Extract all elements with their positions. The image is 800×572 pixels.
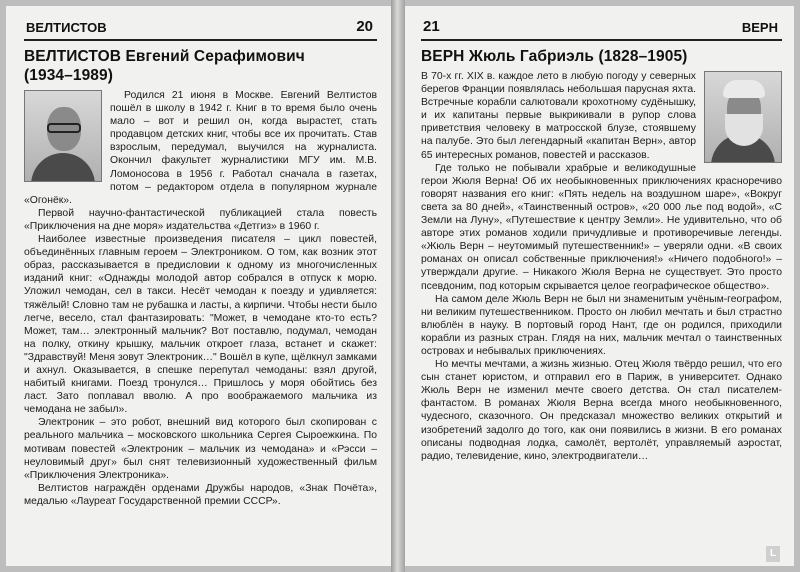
portrait-hair [723,80,765,98]
right-page [405,6,794,566]
left-header-rule [24,39,377,41]
veltistov-portrait [24,90,102,182]
right-article-heading: ВЕРН Жюль Габриэль (1828–1905) [421,48,688,65]
right-paragraph: На самом деле Жюль Верн не был ни знаменитым учёным-географом, ни великим путешественником. Просто он любил мечтать и был страстно влюблён в науку. В портовый город Нант, где он родился, приходили корабли из разных стран. Глядя на них, мальчик мечтал о таинственных островах и небывалых приключениях. [421,293,782,357]
watermark-logo: L [766,546,780,562]
right-running-header [421,14,782,39]
right-paragraph: Где только не побывали храбрые и великодушные герои Жюля Верна! Об их необыкновенных приключениях красноречиво говорят названия его книг: «Пять недель на воздушном шаре», «Вокруг света за 80 дней», «Таинственный остров», «20 000 лье под водой», «С Земли на Луну», «Путешествие к центру Земли». Не удивительно, что об авторе этих романов ходили причудливые и противоречивые легенды. «Жюль Верн – неутомимый путешественник!» – уверяли одни. «В своих романах он описал собственные приключения!» «Ничего подобного!» – утверждали другие. – Никакого Жюля Верна не существует. Это просто псевдоним, под которым скрывается целое географическое общество». [421,162,782,292]
left-paragraph: Первой научно-фантастической публикацией стала повесть «Приключения на дне моря» издательства «Детгиз» в 1960 г. [24,207,377,232]
right-paragraph: Но мечты мечтами, а жизнь жизнью. Отец Жюля твёрдо решил, что его сын станет юристом, и отправил его в Париж, в университет. Однако Жюль Верн не изменил мечте своего детства. Он стал писателем-фантастом. В романах Жюля Верна всегда много необыкновенного, чудесного, сказочного. Он предсказал множество великих открытий и изобретений задолго до того, как они появились в жизни. В его романах описаны подводная лодка, самолёт, вертолёт, управляемый аэростат, радио, телевидение, кино, электродвигатели… [421,359,782,462]
left-heading-name: ВЕЛТИСТОВ Евгений Серафимович [24,48,305,65]
verne-portrait [704,71,782,163]
left-header-title: ВЕЛТИСТОВ [26,20,107,35]
portrait-glasses [47,123,81,133]
portrait-shoulders [31,153,95,182]
book-gutter [391,0,405,572]
left-paragraph: Наиболее известные произведения писателя – цикл повестей, объединённых главным героем – Электроником. О том, как возник этот образ, рассказывается в предисловии к одному из многочисленных изданий книг: «Однажды молодой автор собрался в отпуск к морю. Уложил чемодан, сел в такси. Несёт чемодан к поезду и удивляется: тяжёлый! Словно там не рубашка и ласты, а кирпичи. Чтобы нести было легче, весело, стал фантазировать: "Может, в чемодане кто-то есть? Может, там… электронный мальчик? Вот поставлю, подумал, чемодан на полку, откину крышку, мальчик откроет глаза, встанет и скажет: "Здравствуй! Меня зовут Электроник…" Вошёл в купе, щёлкнул замками и ахнул. Оказывается, в спешке перепутал чемоданы: взял другой, набитый книгами. Поезд тронулся… Пришлось у моря обойтись без ласт. Зато поплавал вволю. А про воображаемого мальчика из чемодана не забыл». [24,234,377,416]
left-paragraph: Родился 21 июня в Москве. Евгений Велтистов пошёл в школу в 1942 г. Книг в то время было очень мало – вот и решил он, когда вырастет, стать продавцом детских книг, чтобы все их прочитать. Став взрослым, передумал, выучился на журналиста. Окончил факультет журналистики МГУ им. М.В. Ломоносова в 1956 г. Работал сначала в газетах, потом – редактором отдела в популярном журнале «Огонёк». [24,90,377,206]
left-article-body [24,89,377,508]
right-page-number: 21 [423,18,440,35]
left-heading-dates: (1934–1989) [24,67,114,84]
left-page-number: 20 [356,18,373,35]
right-header-rule [421,39,782,41]
right-header-title: ВЕРН [741,20,778,35]
right-paragraph: В 70-х гг. XIX в. каждое лето в любую погоду у северных берегов Франции появлялась небольшая парусная яхта. Встречные корабли салютовали крохотному судёнышку, и их капитаны первые выкрикивали в рупор слова приветствия человеку в матросской блузе, стоявшему на палубе. Это был легендарный «капитан Верн», автор 65 интересных романов, повестей и рассказов. [421,71,696,161]
left-article-heading [24,47,377,85]
left-running-header [24,14,377,39]
right-article-body [421,70,782,463]
left-page [6,6,391,566]
left-paragraph: Электроник – это робот, внешний вид которого был скопирован с реального мальчика – московского школьника Сергея Сыроежкина. По мотивам повестей «Электроник – мальчик из чемодана» и «Рэсси – неуловимый друг» был снят телевизионный художественный фильм «Приключения Электроника». [24,417,377,481]
left-paragraph: Велтистов награждён орденами Дружбы народов, «Знак Почёта», медалью «Лауреат Государственной премии СССР». [24,482,377,507]
